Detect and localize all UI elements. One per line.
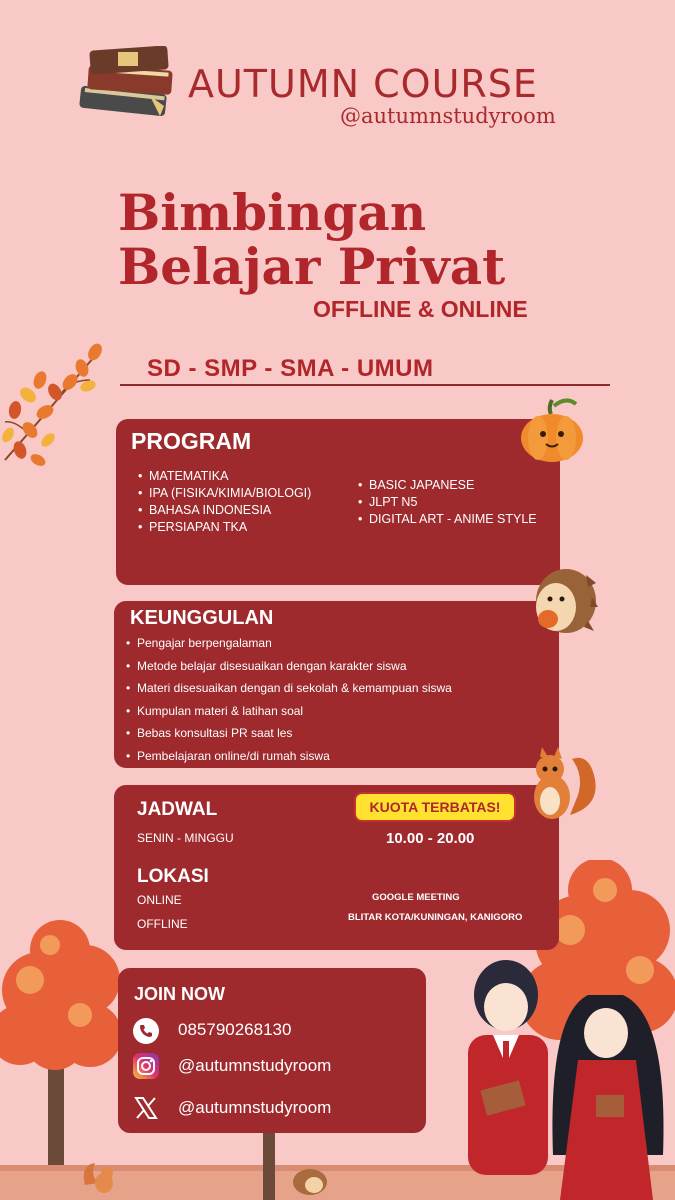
jadwal-title: JADWAL [137, 799, 218, 820]
hero-title-line2: Belajar Privat [118, 237, 506, 296]
phone-icon [132, 1017, 160, 1045]
list-item: • Pembelajaran online/di rumah siswa [126, 745, 452, 768]
hero-title-line1: Bimbingan [118, 183, 427, 242]
lokasi-title: LOKASI [137, 866, 209, 887]
books-icon [76, 46, 180, 122]
hedgehog-icon [526, 563, 598, 639]
keunggulan-list [126, 632, 452, 768]
autumn-leaves-icon [0, 340, 110, 480]
anime-students-icon [428, 955, 675, 1200]
program-list-left [138, 468, 311, 536]
lokasi-offline-value: BLITAR KOTA/KUNINGAN, KANIGORO [348, 912, 523, 923]
list-item: • DIGITAL ART - ANIME STYLE [358, 511, 537, 528]
jadwal-time: 10.00 - 20.00 [386, 830, 475, 847]
list-item: • MATEMATIKA [138, 468, 311, 485]
x-icon [132, 1094, 160, 1122]
join-title: JOIN NOW [134, 984, 226, 1004]
brand-title: AUTUMN COURSE [188, 62, 538, 106]
lokasi-online-value: GOOGLE MEETING [372, 892, 460, 903]
x-link[interactable]: @autumnstudyroom [178, 1098, 332, 1117]
hero-subtitle: OFFLINE & ONLINE [313, 296, 528, 322]
list-item: • Bebas konsultasi PR saat les [126, 722, 452, 745]
keunggulan-title: KEUNGGULAN [130, 607, 274, 629]
list-item: • Pengajar berpengalaman [126, 632, 452, 655]
levels-heading: SD - SMP - SMA - UMUM [147, 355, 434, 382]
list-item: • JLPT N5 [358, 494, 537, 511]
squirrel-icon [522, 745, 598, 823]
pumpkin-icon [518, 394, 586, 464]
phone-link[interactable]: 085790268130 [178, 1020, 292, 1039]
hedgehog-icon [290, 1160, 330, 1196]
list-item: • BAHASA INDONESIA [138, 502, 311, 519]
quota-badge: KUOTA TERBATAS! [356, 794, 514, 820]
list-item: • Metode belajar disesuaikan dengan karakter siswa [126, 655, 452, 678]
lokasi-offline-label: OFFLINE [137, 917, 188, 931]
squirrel-icon [80, 1155, 120, 1195]
lokasi-online-label: ONLINE [137, 893, 182, 907]
instagram-icon [132, 1052, 160, 1080]
list-item: • BASIC JAPANESE [358, 477, 537, 494]
instagram-link[interactable]: @autumnstudyroom [178, 1056, 332, 1075]
jadwal-days: SENIN - MINGGU [137, 831, 234, 845]
brand-handle: @autumnstudyroom [340, 104, 556, 128]
list-item: • Materi disesuaikan dengan di sekolah & kemampuan siswa [126, 677, 452, 700]
program-title: PROGRAM [131, 428, 252, 454]
divider [120, 384, 610, 386]
list-item: • IPA (FISIKA/KIMIA/BIOLOGI) [138, 485, 311, 502]
list-item: • Kumpulan materi & latihan soal [126, 700, 452, 723]
program-list-right [358, 477, 537, 528]
list-item: • PERSIAPAN TKA [138, 519, 311, 536]
